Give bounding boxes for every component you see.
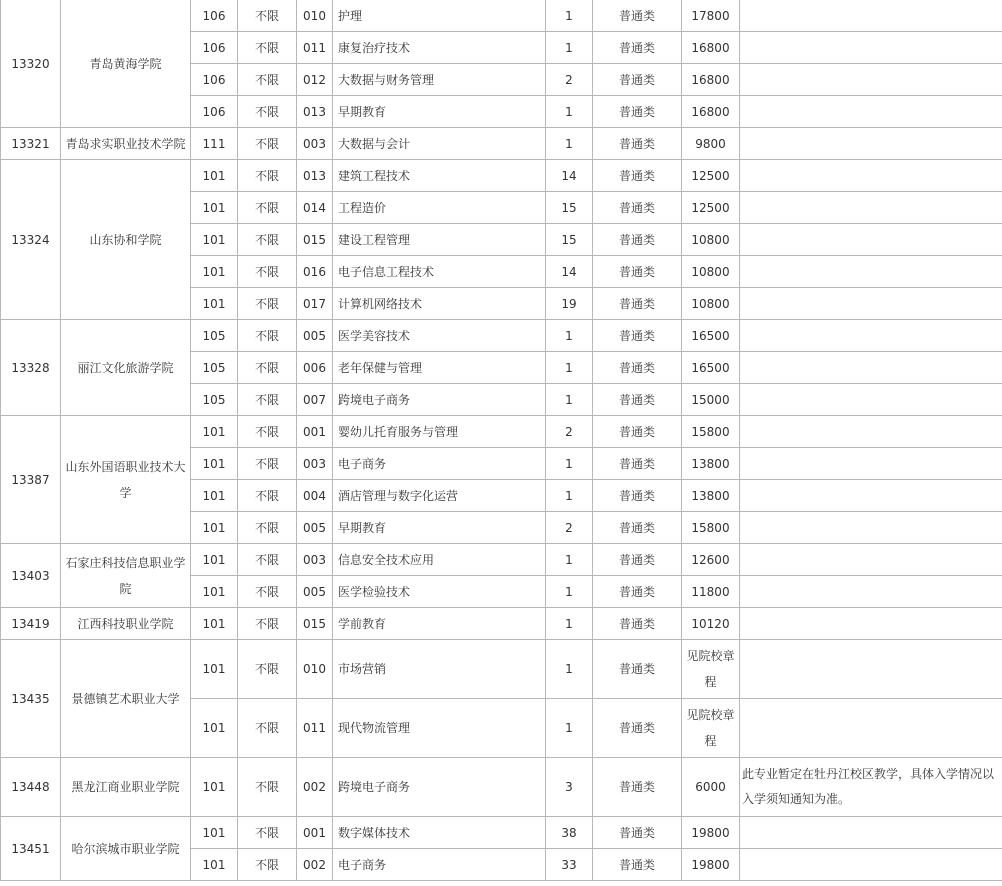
school-name: 景德镇艺术职业大学 bbox=[61, 640, 191, 758]
remarks: 此专业暂定在牡丹江校区教学，具体入学情况以入学须知通知为准。 bbox=[740, 758, 1002, 817]
major-code: 003 bbox=[297, 128, 333, 160]
category: 普通类 bbox=[593, 32, 682, 64]
major-name: 信息安全技术应用 bbox=[333, 544, 546, 576]
plan-count: 1 bbox=[546, 352, 593, 384]
remarks bbox=[740, 96, 1002, 128]
tuition-fee: 17800 bbox=[682, 0, 740, 32]
major-code: 011 bbox=[297, 32, 333, 64]
plan-count: 38 bbox=[546, 817, 593, 849]
plan-count: 1 bbox=[546, 448, 593, 480]
category: 普通类 bbox=[593, 352, 682, 384]
major-code: 003 bbox=[297, 448, 333, 480]
major-code: 015 bbox=[297, 224, 333, 256]
subject-requirement: 不限 bbox=[238, 576, 297, 608]
table-row bbox=[1, 128, 1002, 160]
tuition-fee: 16500 bbox=[682, 320, 740, 352]
major-code: 006 bbox=[297, 352, 333, 384]
plan-count: 14 bbox=[546, 256, 593, 288]
category: 普通类 bbox=[593, 96, 682, 128]
group-code: 111 bbox=[191, 128, 238, 160]
subject-requirement: 不限 bbox=[238, 849, 297, 881]
major-code: 007 bbox=[297, 384, 333, 416]
subject-requirement: 不限 bbox=[238, 640, 297, 699]
major-code: 013 bbox=[297, 160, 333, 192]
school-name: 青岛求实职业技术学院 bbox=[61, 128, 191, 160]
school-code: 13387 bbox=[1, 416, 61, 544]
remarks bbox=[740, 480, 1002, 512]
remarks bbox=[740, 544, 1002, 576]
group-code: 101 bbox=[191, 699, 238, 758]
plan-count: 2 bbox=[546, 512, 593, 544]
plan-count: 1 bbox=[546, 0, 593, 32]
school-code: 13321 bbox=[1, 128, 61, 160]
subject-requirement: 不限 bbox=[238, 96, 297, 128]
tuition-fee: 16800 bbox=[682, 32, 740, 64]
plan-count: 1 bbox=[546, 608, 593, 640]
category: 普通类 bbox=[593, 64, 682, 96]
plan-count: 1 bbox=[546, 128, 593, 160]
category: 普通类 bbox=[593, 512, 682, 544]
subject-requirement: 不限 bbox=[238, 817, 297, 849]
major-name: 现代物流管理 bbox=[333, 699, 546, 758]
plan-count: 19 bbox=[546, 288, 593, 320]
plan-count: 1 bbox=[546, 32, 593, 64]
plan-count: 1 bbox=[546, 544, 593, 576]
subject-requirement: 不限 bbox=[238, 192, 297, 224]
table-row bbox=[1, 640, 1002, 699]
major-name: 早期教育 bbox=[333, 96, 546, 128]
tuition-fee: 10120 bbox=[682, 608, 740, 640]
group-code: 101 bbox=[191, 448, 238, 480]
remarks bbox=[740, 224, 1002, 256]
major-code: 010 bbox=[297, 640, 333, 699]
category: 普通类 bbox=[593, 288, 682, 320]
major-name: 跨境电子商务 bbox=[333, 384, 546, 416]
plan-count: 1 bbox=[546, 576, 593, 608]
group-code: 101 bbox=[191, 416, 238, 448]
major-name: 老年保健与管理 bbox=[333, 352, 546, 384]
major-code: 001 bbox=[297, 416, 333, 448]
major-code: 011 bbox=[297, 699, 333, 758]
subject-requirement: 不限 bbox=[238, 32, 297, 64]
school-name: 石家庄科技信息职业学院 bbox=[61, 544, 191, 608]
subject-requirement: 不限 bbox=[238, 0, 297, 32]
major-name: 康复治疗技术 bbox=[333, 32, 546, 64]
group-code: 101 bbox=[191, 849, 238, 881]
group-code: 106 bbox=[191, 96, 238, 128]
remarks bbox=[740, 849, 1002, 881]
remarks bbox=[740, 192, 1002, 224]
plan-count: 1 bbox=[546, 384, 593, 416]
table-row bbox=[1, 416, 1002, 448]
tuition-fee: 19800 bbox=[682, 849, 740, 881]
group-code: 106 bbox=[191, 0, 238, 32]
tuition-fee: 9800 bbox=[682, 128, 740, 160]
group-code: 101 bbox=[191, 192, 238, 224]
tuition-fee: 12500 bbox=[682, 160, 740, 192]
category: 普通类 bbox=[593, 160, 682, 192]
major-code: 001 bbox=[297, 817, 333, 849]
plan-count: 1 bbox=[546, 320, 593, 352]
category: 普通类 bbox=[593, 544, 682, 576]
major-code: 013 bbox=[297, 96, 333, 128]
remarks bbox=[740, 160, 1002, 192]
group-code: 101 bbox=[191, 544, 238, 576]
major-code: 010 bbox=[297, 0, 333, 32]
category: 普通类 bbox=[593, 320, 682, 352]
school-name: 青岛黄海学院 bbox=[61, 0, 191, 128]
major-name: 工程造价 bbox=[333, 192, 546, 224]
major-name: 电子商务 bbox=[333, 448, 546, 480]
tuition-fee: 15000 bbox=[682, 384, 740, 416]
tuition-fee: 10800 bbox=[682, 224, 740, 256]
tuition-fee: 16500 bbox=[682, 352, 740, 384]
group-code: 101 bbox=[191, 640, 238, 699]
subject-requirement: 不限 bbox=[238, 160, 297, 192]
plan-count: 15 bbox=[546, 224, 593, 256]
group-code: 101 bbox=[191, 160, 238, 192]
remarks bbox=[740, 0, 1002, 32]
major-name: 建筑工程技术 bbox=[333, 160, 546, 192]
tuition-fee: 见院校章程 bbox=[682, 640, 740, 699]
major-name: 电子信息工程技术 bbox=[333, 256, 546, 288]
major-name: 酒店管理与数字化运营 bbox=[333, 480, 546, 512]
tuition-fee: 12600 bbox=[682, 544, 740, 576]
tuition-fee: 11800 bbox=[682, 576, 740, 608]
remarks bbox=[740, 128, 1002, 160]
school-code: 13403 bbox=[1, 544, 61, 608]
group-code: 105 bbox=[191, 352, 238, 384]
tuition-fee: 10800 bbox=[682, 288, 740, 320]
plan-count: 1 bbox=[546, 96, 593, 128]
plan-count: 2 bbox=[546, 416, 593, 448]
subject-requirement: 不限 bbox=[238, 256, 297, 288]
major-code: 005 bbox=[297, 512, 333, 544]
plan-count: 15 bbox=[546, 192, 593, 224]
school-code: 13448 bbox=[1, 758, 61, 817]
major-name: 大数据与财务管理 bbox=[333, 64, 546, 96]
category: 普通类 bbox=[593, 699, 682, 758]
school-code: 13419 bbox=[1, 608, 61, 640]
major-code: 003 bbox=[297, 544, 333, 576]
school-code: 13328 bbox=[1, 320, 61, 416]
subject-requirement: 不限 bbox=[238, 64, 297, 96]
school-name: 丽江文化旅游学院 bbox=[61, 320, 191, 416]
tuition-fee: 见院校章程 bbox=[682, 699, 740, 758]
table-row bbox=[1, 0, 1002, 32]
remarks bbox=[740, 256, 1002, 288]
remarks bbox=[740, 817, 1002, 849]
school-name: 山东外国语职业技术大学 bbox=[61, 416, 191, 544]
major-name: 市场营销 bbox=[333, 640, 546, 699]
category: 普通类 bbox=[593, 608, 682, 640]
tuition-fee: 13800 bbox=[682, 480, 740, 512]
tuition-fee: 6000 bbox=[682, 758, 740, 817]
subject-requirement: 不限 bbox=[238, 288, 297, 320]
tuition-fee: 10800 bbox=[682, 256, 740, 288]
school-code: 13324 bbox=[1, 160, 61, 320]
table-row bbox=[1, 320, 1002, 352]
category: 普通类 bbox=[593, 224, 682, 256]
subject-requirement: 不限 bbox=[238, 352, 297, 384]
remarks bbox=[740, 640, 1002, 699]
group-code: 101 bbox=[191, 817, 238, 849]
group-code: 105 bbox=[191, 384, 238, 416]
major-code: 005 bbox=[297, 320, 333, 352]
plan-count: 3 bbox=[546, 758, 593, 817]
remarks bbox=[740, 288, 1002, 320]
tuition-fee: 15800 bbox=[682, 416, 740, 448]
major-name: 电子商务 bbox=[333, 849, 546, 881]
category: 普通类 bbox=[593, 128, 682, 160]
major-name: 医学检验技术 bbox=[333, 576, 546, 608]
remarks bbox=[740, 384, 1002, 416]
major-code: 014 bbox=[297, 192, 333, 224]
category: 普通类 bbox=[593, 0, 682, 32]
table-row bbox=[1, 544, 1002, 576]
major-name: 建设工程管理 bbox=[333, 224, 546, 256]
remarks bbox=[740, 448, 1002, 480]
major-name: 大数据与会计 bbox=[333, 128, 546, 160]
school-code: 13451 bbox=[1, 817, 61, 881]
remarks bbox=[740, 32, 1002, 64]
group-code: 105 bbox=[191, 320, 238, 352]
plan-count: 1 bbox=[546, 640, 593, 699]
major-name: 数字媒体技术 bbox=[333, 817, 546, 849]
tuition-fee: 13800 bbox=[682, 448, 740, 480]
major-name: 跨境电子商务 bbox=[333, 758, 546, 817]
table-row bbox=[1, 817, 1002, 849]
major-code: 017 bbox=[297, 288, 333, 320]
major-name: 护理 bbox=[333, 0, 546, 32]
remarks bbox=[740, 608, 1002, 640]
category: 普通类 bbox=[593, 384, 682, 416]
major-name: 婴幼儿托育服务与管理 bbox=[333, 416, 546, 448]
subject-requirement: 不限 bbox=[238, 512, 297, 544]
category: 普通类 bbox=[593, 416, 682, 448]
major-name: 学前教育 bbox=[333, 608, 546, 640]
school-code: 13435 bbox=[1, 640, 61, 758]
major-code: 016 bbox=[297, 256, 333, 288]
category: 普通类 bbox=[593, 480, 682, 512]
remarks bbox=[740, 699, 1002, 758]
group-code: 101 bbox=[191, 288, 238, 320]
subject-requirement: 不限 bbox=[238, 416, 297, 448]
subject-requirement: 不限 bbox=[238, 758, 297, 817]
major-code: 015 bbox=[297, 608, 333, 640]
category: 普通类 bbox=[593, 758, 682, 817]
group-code: 106 bbox=[191, 64, 238, 96]
table-row bbox=[1, 160, 1002, 192]
subject-requirement: 不限 bbox=[238, 448, 297, 480]
category: 普通类 bbox=[593, 192, 682, 224]
major-name: 医学美容技术 bbox=[333, 320, 546, 352]
category: 普通类 bbox=[593, 256, 682, 288]
group-code: 106 bbox=[191, 32, 238, 64]
subject-requirement: 不限 bbox=[238, 128, 297, 160]
subject-requirement: 不限 bbox=[238, 480, 297, 512]
major-code: 012 bbox=[297, 64, 333, 96]
subject-requirement: 不限 bbox=[238, 608, 297, 640]
group-code: 101 bbox=[191, 608, 238, 640]
remarks bbox=[740, 416, 1002, 448]
subject-requirement: 不限 bbox=[238, 544, 297, 576]
category: 普通类 bbox=[593, 849, 682, 881]
subject-requirement: 不限 bbox=[238, 384, 297, 416]
group-code: 101 bbox=[191, 224, 238, 256]
tuition-fee: 19800 bbox=[682, 817, 740, 849]
remarks bbox=[740, 320, 1002, 352]
plan-count: 1 bbox=[546, 480, 593, 512]
plan-count: 14 bbox=[546, 160, 593, 192]
major-name: 计算机网络技术 bbox=[333, 288, 546, 320]
remarks bbox=[740, 576, 1002, 608]
category: 普通类 bbox=[593, 640, 682, 699]
subject-requirement: 不限 bbox=[238, 320, 297, 352]
tuition-fee: 16800 bbox=[682, 96, 740, 128]
major-name: 早期教育 bbox=[333, 512, 546, 544]
subject-requirement: 不限 bbox=[238, 224, 297, 256]
subject-requirement: 不限 bbox=[238, 699, 297, 758]
school-name: 江西科技职业学院 bbox=[61, 608, 191, 640]
category: 普通类 bbox=[593, 817, 682, 849]
category: 普通类 bbox=[593, 576, 682, 608]
plan-count: 33 bbox=[546, 849, 593, 881]
group-code: 101 bbox=[191, 480, 238, 512]
school-name: 山东协和学院 bbox=[61, 160, 191, 320]
major-code: 002 bbox=[297, 758, 333, 817]
group-code: 101 bbox=[191, 512, 238, 544]
table-body bbox=[1, 0, 1002, 881]
major-code: 004 bbox=[297, 480, 333, 512]
table-row bbox=[1, 608, 1002, 640]
major-code: 005 bbox=[297, 576, 333, 608]
group-code: 101 bbox=[191, 576, 238, 608]
school-name: 黑龙江商业职业学院 bbox=[61, 758, 191, 817]
group-code: 101 bbox=[191, 256, 238, 288]
category: 普通类 bbox=[593, 448, 682, 480]
tuition-fee: 15800 bbox=[682, 512, 740, 544]
tuition-fee: 16800 bbox=[682, 64, 740, 96]
plan-count: 2 bbox=[546, 64, 593, 96]
school-name: 哈尔滨城市职业学院 bbox=[61, 817, 191, 881]
group-code: 101 bbox=[191, 758, 238, 817]
remarks bbox=[740, 512, 1002, 544]
table-row bbox=[1, 758, 1002, 817]
remarks bbox=[740, 64, 1002, 96]
tuition-fee: 12500 bbox=[682, 192, 740, 224]
remarks bbox=[740, 352, 1002, 384]
plan-count: 1 bbox=[546, 699, 593, 758]
school-code: 13320 bbox=[1, 0, 61, 128]
major-code: 002 bbox=[297, 849, 333, 881]
